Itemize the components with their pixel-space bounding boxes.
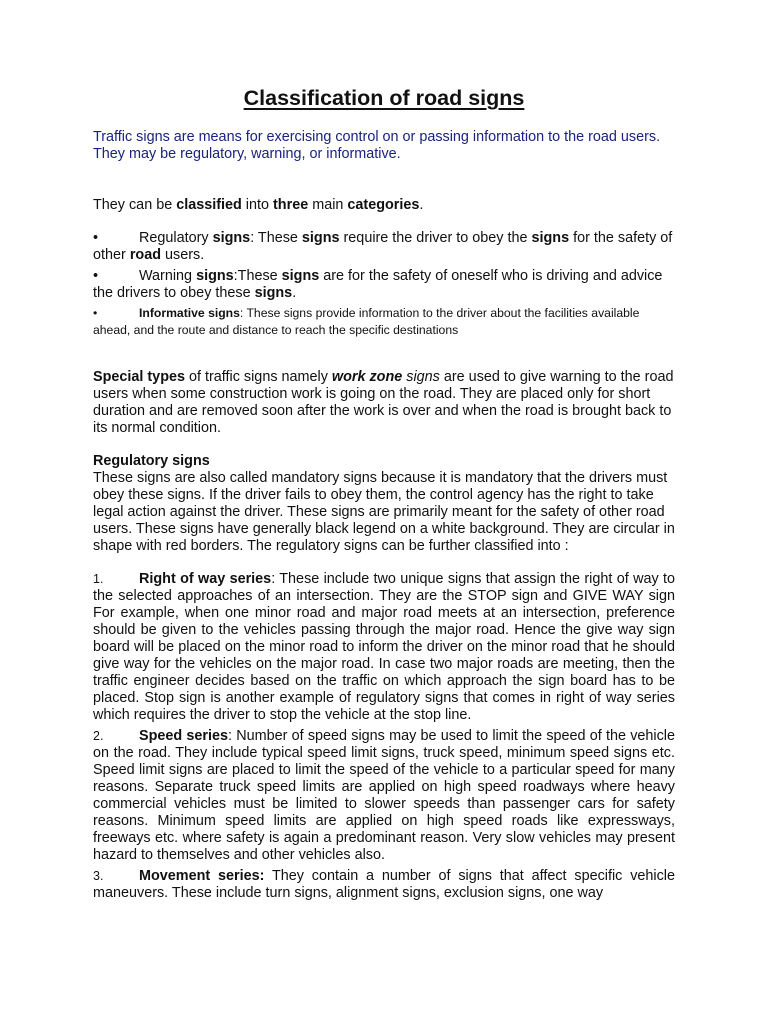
item-number: 2. xyxy=(93,729,104,743)
bullet-list xyxy=(93,230,675,338)
bold-text: signs xyxy=(281,268,320,284)
text: : These signs provide information to the driver about the facilities available ahead, and the route and distance to reach the specific destinations xyxy=(93,306,640,337)
special-types-paragraph xyxy=(93,369,675,437)
bold-text: Special types xyxy=(93,369,185,385)
text: They can be xyxy=(93,197,177,213)
item-title: Right of way series xyxy=(139,571,272,587)
page-title: Classification of road signs xyxy=(243,86,525,110)
italic-text: signs xyxy=(406,369,440,385)
list-item-speed-series xyxy=(93,728,675,864)
text: require the driver to obey the xyxy=(339,230,532,246)
intro-paragraph: Traffic signs are means for exercising control on or passing information to the road users. They may be regulatory, warning, or informative. xyxy=(93,129,661,162)
bullet-icon: • xyxy=(93,268,99,284)
item-text: They contain a number of signs that affect specific vehicle maneuvers. These include turn signs, alignment signs, exclusion signs, one way xyxy=(93,868,675,901)
categories-line xyxy=(93,197,675,214)
bold-text: signs xyxy=(254,285,293,301)
text: of traffic signs namely xyxy=(185,369,332,385)
item-number: 1. xyxy=(93,572,104,586)
text: :These xyxy=(233,268,282,284)
bullet-icon: • xyxy=(93,306,98,320)
text: Warning xyxy=(139,268,197,284)
bold-italic-text: work zone xyxy=(331,369,403,385)
bold-text: three xyxy=(273,197,309,213)
text: : These xyxy=(250,230,302,246)
bold-text: Informative signs xyxy=(139,306,240,320)
bold-text: signs xyxy=(196,268,234,284)
text: into xyxy=(241,197,274,213)
item-title: Speed series xyxy=(139,728,229,744)
section-body: These signs are also called mandatory signs because it is mandatory that the drivers must obey these signs. If the driver fails to obey them, the control agency has the right to take legal action against the driver. These signs are primarily meant for the safety of other road users. These signs have generally black legend on a white background. They are circular in shape with red borders. The regulatory signs can be further classified into : xyxy=(93,470,675,554)
list-item-warning xyxy=(93,268,675,302)
bold-text: signs xyxy=(531,230,570,246)
text: are for the safety of oneself who is driving and advice the drivers to obey these xyxy=(93,268,663,301)
text: users. xyxy=(161,247,205,263)
regulatory-section xyxy=(93,453,675,555)
item-text: : Number of speed signs may be used to limit the speed of the vehicle on the road. They include typical speed limit signs, truck speed, minimum speed signs etc. Speed limit signs are placed to limit the speed of the vehicle to a particular speed for many reasons. Separate truck speed limits are applied on high speed roadways where heavy commercial vehicles must be limited to slower speeds than passenger cars for safety reasons. Minimum speed limits are applied on high speed roads like expressways, freeways etc. where safety is again a predominant reason. Very slow vehicles may present hazard to themselves and other vehicles also. xyxy=(93,728,676,863)
bold-text: classified xyxy=(176,197,242,213)
numbered-list xyxy=(93,571,675,902)
bold-text: road xyxy=(129,247,161,263)
item-title: Movement series: xyxy=(139,868,265,884)
bullet-icon: • xyxy=(93,230,99,246)
list-item-regulatory xyxy=(93,230,675,264)
section-heading: Regulatory signs xyxy=(93,453,210,469)
list-item-right-of-way xyxy=(93,571,675,724)
text: . xyxy=(292,285,297,301)
text: main xyxy=(308,197,348,213)
bold-text: signs xyxy=(212,230,251,246)
list-item-informative xyxy=(93,305,675,338)
bold-text: signs xyxy=(301,230,340,246)
bold-text: categories xyxy=(347,197,420,213)
text: for the safety of other xyxy=(93,230,673,263)
text: . xyxy=(419,197,424,213)
list-item-movement-series xyxy=(93,868,675,902)
item-text: : These include two unique signs that assign the right of way to the selected approaches of an intersection. They are the STOP sign and GIVE WAY sign For example, when one minor road and major road meets at an intersection, preference should be given to the vehicles passing through the major road. Hence the give way sign board will be placed on the minor road to inform the driver on the minor road that he should give way for the vehicles on the major road. In case two major roads are meeting, then the traffic engineer decides based on the traffic on which approach the sign board has to be placed. Stop sign is another example of regulatory signs that comes in right of way series which requires the driver to stop the vehicle at the stop line. xyxy=(93,571,676,723)
item-number: 3. xyxy=(93,869,104,883)
text: are used to give warning to the road users when some construction work is going on the road. They are placed only for short duration and are removed soon after the work is over and when the road is brought back to its normal condition. xyxy=(93,369,674,436)
text: Regulatory xyxy=(139,230,213,246)
